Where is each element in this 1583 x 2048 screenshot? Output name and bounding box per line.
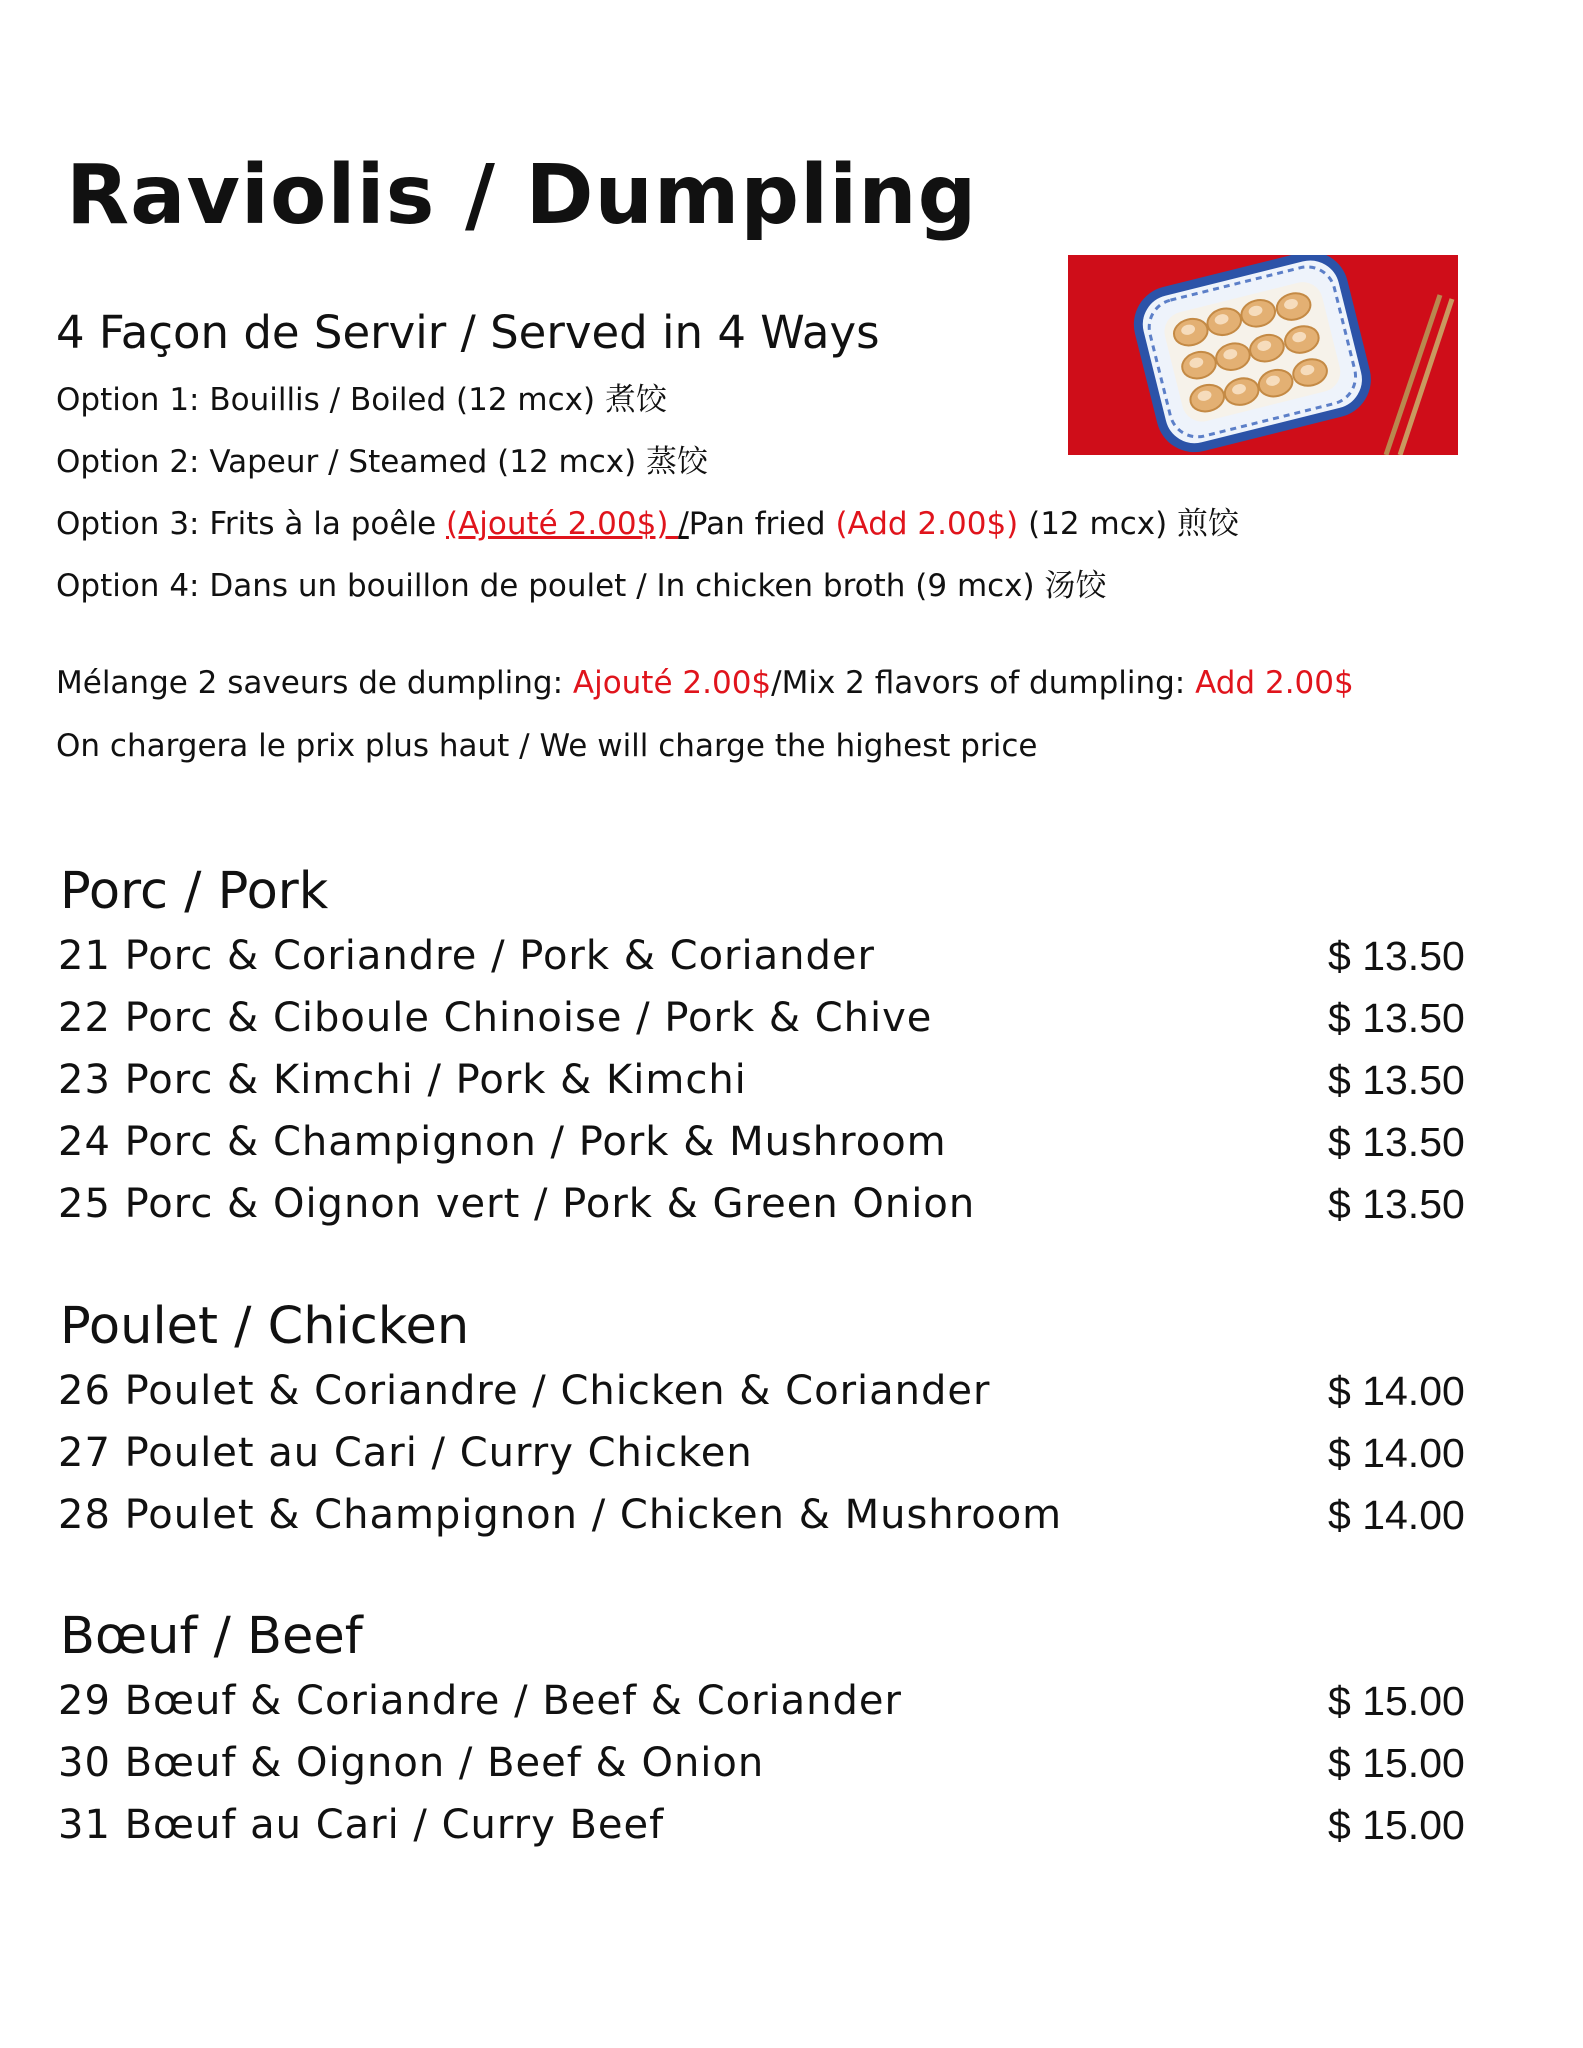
mix-label-en: /Mix 2 flavors of dumpling:	[771, 665, 1196, 701]
option-3-surcharge-en: (Add 2.00$)	[835, 506, 1019, 542]
menu-item-price: $ 14.00	[1328, 1430, 1465, 1476]
highest-price-note: On chargera le prix plus haut / We will charge the highest price	[56, 728, 1038, 764]
menu-item-price: $ 15.00	[1328, 1678, 1465, 1724]
menu-item: 27 Poulet au Cari / Curry Chicken	[58, 1430, 753, 1476]
menu-item: 24 Porc & Champignon / Pork & Mushroom	[58, 1119, 947, 1165]
menu-item-price: $ 13.50	[1328, 995, 1465, 1041]
section-heading-pork: Porc / Pork	[60, 862, 329, 921]
section-heading-beef: Bœuf / Beef	[60, 1607, 363, 1666]
option-3-separator: /	[678, 506, 689, 542]
option-3-text	[56, 498, 1239, 543]
mix-surcharge-fr: Ajouté 2.00$	[572, 665, 772, 701]
serving-ways-heading: 4 Façon de Servir / Served in 4 Ways	[56, 306, 880, 359]
option-1-text: Option 1: Bouillis / Boiled (12 mcx) 煮饺	[56, 382, 667, 418]
menu-item-price: $ 13.50	[1328, 1181, 1465, 1227]
menu-item-price: $ 13.50	[1328, 1119, 1465, 1165]
menu-item-price: $ 14.00	[1328, 1368, 1465, 1414]
menu-item: 30 Bœuf & Oignon / Beef & Onion	[58, 1740, 765, 1786]
mix-surcharge-en: Add 2.00$	[1195, 665, 1354, 701]
menu-item: 23 Porc & Kimchi / Pork & Kimchi	[58, 1057, 747, 1103]
menu-item: 26 Poulet & Coriandre / Chicken & Coriander	[58, 1368, 991, 1414]
menu-item-price: $ 14.00	[1328, 1492, 1465, 1538]
mix-flavors-text	[56, 665, 1354, 701]
menu-item: 22 Porc & Ciboule Chinoise / Pork & Chive	[58, 995, 933, 1041]
menu-item-price: $ 15.00	[1328, 1802, 1465, 1848]
menu-item: 25 Porc & Oignon vert / Pork & Green Onion	[58, 1181, 976, 1227]
option-3-detail: (12 mcx) 煎饺	[1018, 506, 1240, 542]
menu-item-price: $ 13.50	[1328, 1057, 1465, 1103]
option-2-text: Option 2: Vapeur / Steamed (12 mcx) 蒸饺	[56, 444, 709, 480]
menu-item: 28 Poulet & Champignon / Chicken & Mushroom	[58, 1492, 1063, 1538]
mix-label-fr: Mélange 2 saveurs de dumpling:	[56, 665, 573, 701]
menu-item: 31 Bœuf au Cari / Curry Beef	[58, 1802, 665, 1848]
option-3-label: Option 3: Frits à la poêle	[56, 506, 446, 542]
menu-item-price: $ 15.00	[1328, 1740, 1465, 1786]
option-4-text: Option 4: Dans un bouillon de poulet / In chicken broth (9 mcx) 汤饺	[56, 568, 1107, 604]
option-3-label-en: Pan fried	[688, 506, 836, 542]
menu-item-price: $ 13.50	[1328, 933, 1465, 979]
menu-item: 29 Bœuf & Coriandre / Beef & Coriander	[58, 1678, 902, 1724]
section-heading-chicken: Poulet / Chicken	[60, 1297, 470, 1356]
dumpling-plate-photo	[1068, 255, 1458, 455]
option-3-surcharge-fr: (Ajouté 2.00$)	[446, 506, 679, 542]
menu-item: 21 Porc & Coriandre / Pork & Coriander	[58, 933, 875, 979]
page-title: Raviolis / Dumpling	[66, 148, 978, 243]
